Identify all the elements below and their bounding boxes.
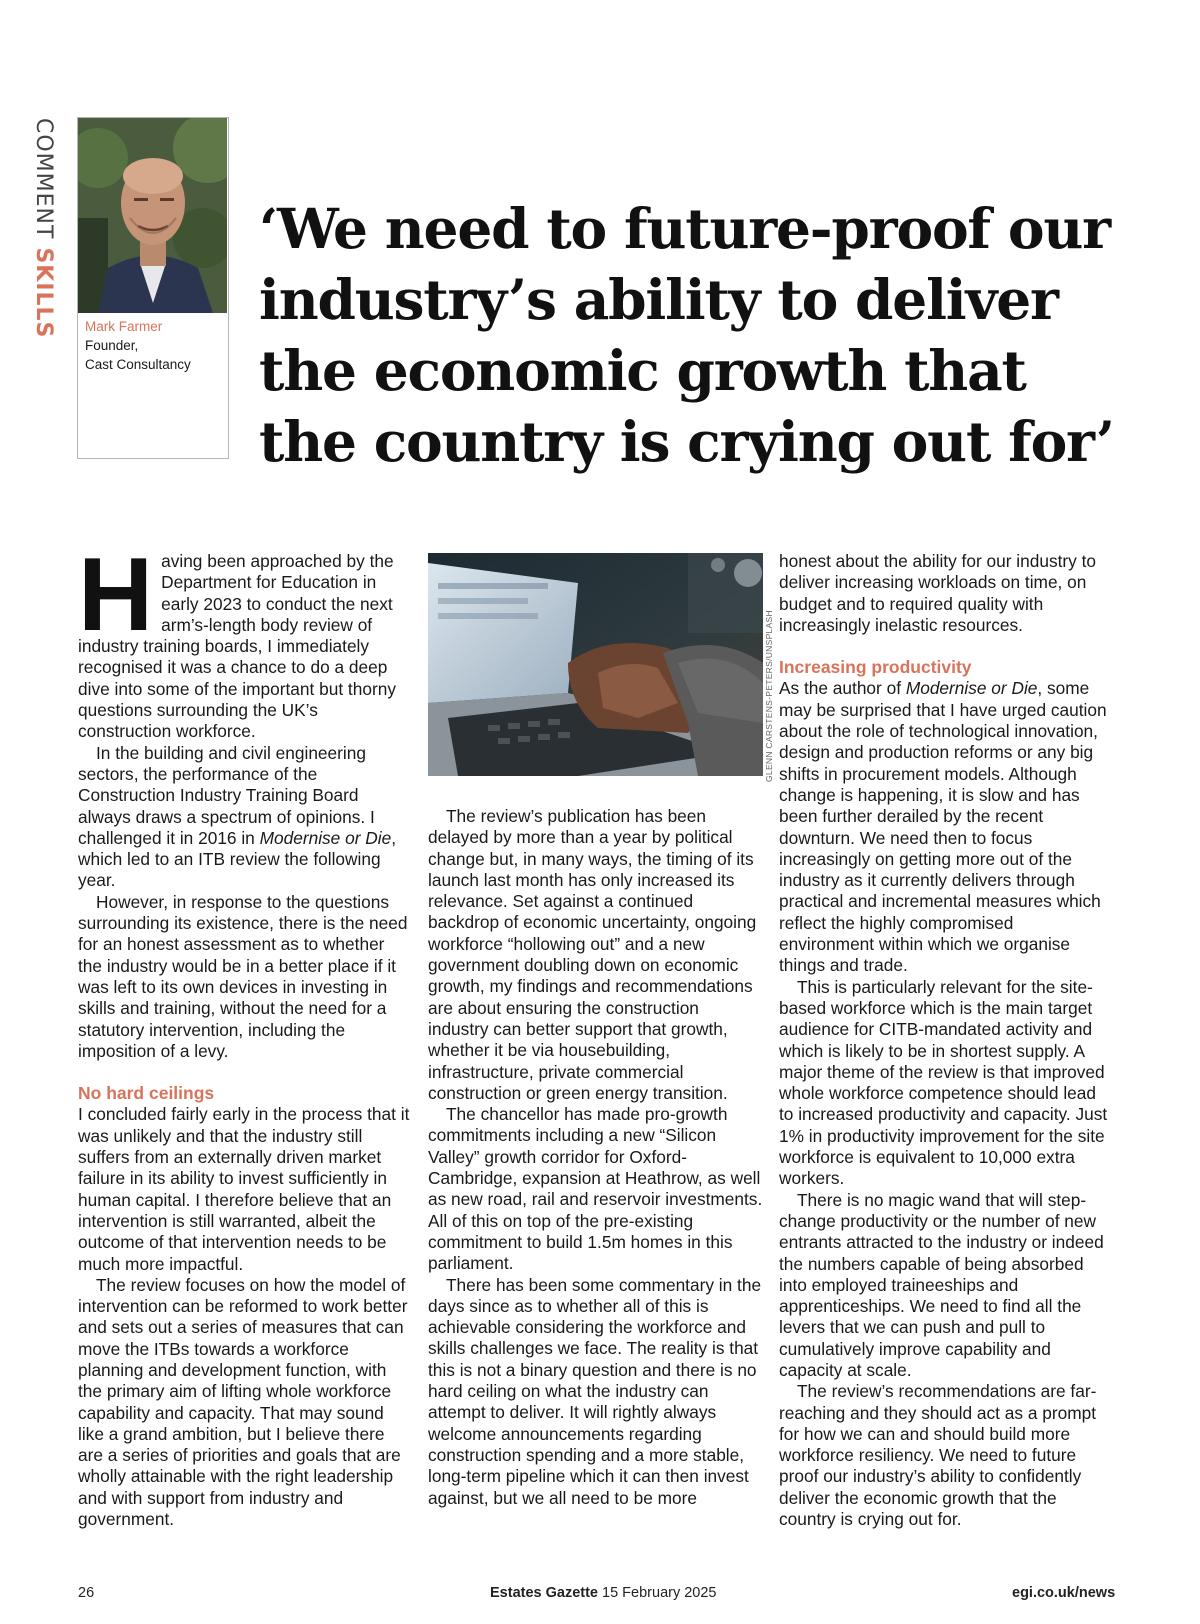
- book-title: Modernise or Die: [259, 827, 392, 848]
- paragraph: This is particularly relevant for the site-based workforce which is the main target audience for CITB-mandated activity and which is likely to be in shortest supply. A major theme of the review is that improved whole workforce competence should lead to increased productivity and capacity. Just 1% in productivity improvement for the site workforce is equivalent to 10,000 extra workers.: [779, 976, 1108, 1189]
- author-name: Mark Farmer: [85, 319, 163, 334]
- headline: ‘We need to future-proof our industry’s ability to deliver the economic growth that the country is crying out for’: [259, 196, 1114, 474]
- drop-cap: H: [78, 537, 154, 653]
- page-number: 26: [78, 1585, 95, 1601]
- author-role: Founder,: [85, 338, 139, 353]
- column-3: [779, 551, 1109, 1530]
- author-box: [77, 117, 229, 459]
- column-2: [428, 806, 763, 1509]
- photo-credit-text: GLENN CARSTENS-PETERS/UNSPLASH: [764, 610, 774, 782]
- author-company: Cast Consultancy: [85, 357, 191, 372]
- publication-date: 15 February 2025: [598, 1585, 717, 1601]
- paragraph: [78, 743, 413, 892]
- book-title: Modernise or Die: [905, 678, 1038, 699]
- paragraph: aving been approached by the Department for Education in early 2023 to conduct the next arm’s-length body review of industry training boards, I immediately recognised it was a chance to do a deep dive into some of the important but thorny questions surrounding the UK’s construction workforce.: [78, 551, 396, 742]
- text-run: As the author of: [779, 678, 906, 699]
- section-label: [22, 118, 56, 339]
- paragraph: However, in response to the questions surrounding its existence, there is the need for an honest assessment as to whether the industry would be in a better place if it was left to its own devices in investing in skills and training, without the need for a statutory intervention, including the imposition of a levy.: [78, 891, 408, 1061]
- section-kicker: COMMENT: [31, 118, 56, 240]
- publication-name: Estates Gazette: [490, 1585, 598, 1601]
- text-run: , which led to an ITB review the following year.: [78, 827, 396, 891]
- paragraph: There is no magic wand that will step-change productivity or the number of new entrants attracted to the industry or indeed the numbers capable of being absorbed into employed traineeships and apprenticeships. We need to find all the levers that we can push and pull to cumulatively improve capability and capacity at scale.: [779, 1189, 1104, 1380]
- text-run: In the building and civil engineering sectors, the performance of the Construction Industry Training Board always draws a spectrum of opinions. I challenged it in 2016 in: [78, 742, 375, 848]
- photo-credit: [764, 612, 778, 782]
- subheading: Increasing productivity: [779, 657, 972, 678]
- paragraph: The review focuses on how the model of intervention can be reformed to work better and sets out a series of measures that can move the ITBs towards a workforce planning and development function, with the primary aim of lifting whole workforce capability and capacity. That may sound like a grand ambition, but I believe there are a series of priorities and goals that are wholly attainable with the right leadership and with support from industry and government.: [78, 1274, 408, 1530]
- publication-line: [490, 1585, 717, 1601]
- paragraph: There has been some commentary in the days since as to whether all of this is achievable considering the workforce and skills challenges we face. The reality is that this is not a binary question and there is no hard ceiling on what the industry can attempt to deliver. It will rightly always welcome announcements regarding construction spending and a more stable, long-term pipeline which it can then invest against, but we all need to be more: [428, 1274, 762, 1508]
- column-1: [78, 537, 413, 1530]
- subheading: No hard ceilings: [78, 1083, 215, 1104]
- site-url: egi.co.uk/news: [1012, 1585, 1116, 1601]
- text-run: , some may be surprised that I have urged caution about the role of technological innovation, design and production reforms or any big shifts in procurement models. Although change is happening, it is slow and has been further derailed by the recent downturn. We need then to focus increasingly on getting more out of the industry as it currently delivers through practical and incremental measures which reflect the highly compromised environment within which we organise things and trade.: [779, 678, 1107, 976]
- section-topic: SKILLS: [31, 247, 56, 339]
- laptop-photo: [428, 553, 763, 776]
- paragraph: The review’s publication has been delayed by more than a year by political change but, in many ways, the timing of its launch last month has only increased its relevance. Set against a continued backdrop of economic uncertainty, ongoing workforce “hollowing out” and a new government doubling down on economic growth, my findings and recommendations are about ensuring the construction industry can better support that growth, whether it be via housebuilding, infrastructure, private commercial construction or green energy transition.: [428, 806, 757, 1103]
- author-photo: [78, 118, 227, 313]
- paragraph: I concluded fairly early in the process that it was unlikely and that the industry still suffers from an externally driven market failure in its ability to invest sufficiently in human capital. I therefore believe that an intervention is still warranted, albeit the outcome of that intervention needs to be much more impactful.: [78, 1104, 410, 1274]
- paragraph: The review’s recommendations are far-reaching and they should act as a prompt for how we can and should build more workforce resiliency. We need to future proof our industry’s ability to confidently deliver the economic growth that the country is crying out for.: [779, 1381, 1097, 1530]
- paragraph: [779, 678, 1109, 976]
- paragraph: The chancellor has made pro-growth commitments including a new “Silicon Valley” growth corridor for Oxford-Cambridge, expansion at Heathrow, as well as new road, rail and reservoir investments. All of this on top of the pre-existing commitment to build 1.5m homes in this parliament.: [428, 1104, 763, 1274]
- paragraph: honest about the ability for our industry to deliver increasing workloads on time, on budget and to required quality with increasingly inelastic resources.: [779, 551, 1097, 635]
